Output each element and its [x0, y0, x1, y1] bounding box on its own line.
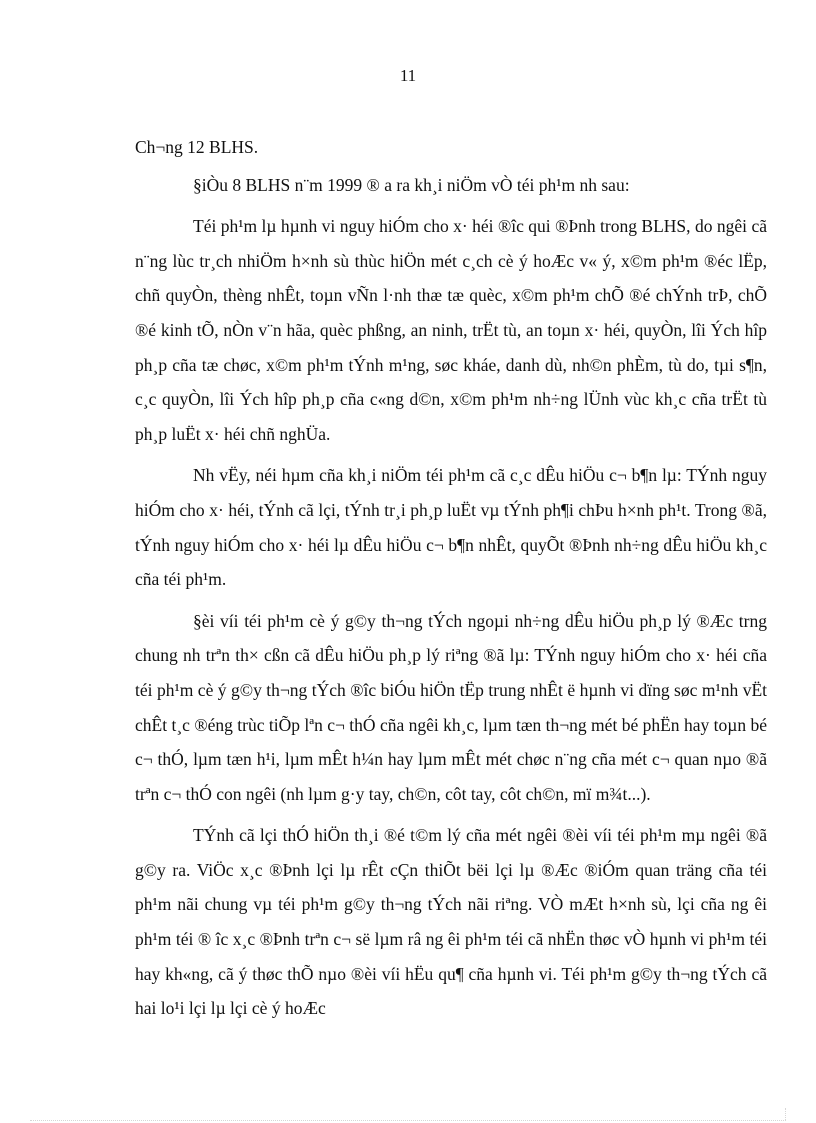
paragraph-chapter-ref: Ch¬ng 12 BLHS.: [135, 137, 259, 157]
paragraph-crime-definition: Téi ph¹m lµ hµnh vi nguy hiÓm cho x· héi ®îc qui ®Þnh trong BLHS, do ngêi cã n¨ng lùc tr¸ch nhiÖm h×nh sù thùc hiÖn mét c¸ch cè ý hoÆc v« ý, x©m ph¹m ®éc lËp, chñ quyÒn, thèng nhÊt, toµn vÑn l·nh thæ tæ quèc, x©m ph¹m chÕ ®é chÝnh trÞ, chÕ ®é kinh tÕ, nÒn v¨n hãa, quèc phßng, an ninh, trËt tù, an toµn x· héi, quyÒn, lîi Ých hîp ph¸p cña tæ chøc, x©m ph¹m tÝnh m¹ng, søc kháe, danh dù, nh©n phÈm, tù do, tµi s¶n, c¸c quyÒn, lîi Ých hîp ph¸p cña c«ng d©n, x©m ph¹m nh÷ng lÜnh vùc kh¸c cña trËt tù ph¸p luËt x· héi chñ nghÜa.: [135, 216, 767, 444]
paragraph-intentional-injury: §èi víi téi ph¹m cè ý g©y th¬ng tÝch ngoµi nh÷ng dÊu hiÖu ph¸p lý ®Æc trng chung nh trªn th× cßn cã dÊu hiÖu ph¸p lý riªng ®ã lµ: TÝnh nguy hiÓm cho x· héi cña téi ph¹m cè ý g©y th¬ng tÝch ®îc biÓu hiÖn tËp trung nhÊt ë hµnh vi dïng søc m¹nh vËt chÊt t¸c ®éng trùc tiÕp lªn c¬ thÓ cña ngêi kh¸c, lµm tæn th¬ng mét bé phËn hay toµn bé c¬ thÓ, lµm tæn h¹i, lµm mÊt h¼n hay lµm mÊt mét chøc n¨ng cña mét c¬ quan nµo ®ã trªn c¬ thÓ con ngêi (nh lµm g·y tay, ch©n, côt tay, côt ch©n, mï m¾t...).: [135, 610, 767, 804]
paragraph-fault: TÝnh cã lçi thÓ hiÖn th¸i ®é t©m lý cña mét ngêi ®èi víi téi ph¹m mµ ngêi ®ã g©y ra. ViÖc x¸c ®Þnh lçi lµ rÊt cÇn thiÕt bëi lçi lµ ®Æc ®iÓm quan träng cña téi ph¹m nãi chung vµ téi ph¹m g©y th¬ng tÝch nãi riªng. VÒ mÆt h×nh sù, lçi cña ng êi ph¹m téi ® îc x¸c ®Þnh trªn c¬ së lµm râ ng êi ph¹m téi cã nhËn thøc vÒ hµnh vi ph¹m téi hay kh«ng, cã ý thøc thÕ nµo ®èi víi hËu qu¶ cña hµnh vi. Téi ph¹m g©y th¬ng tÝch cã hai lo¹i lçi lµ lçi cè ý hoÆc: [135, 825, 767, 1019]
page-corner-mark: [785, 1108, 786, 1120]
page-bottom-border: [30, 1120, 786, 1121]
paragraph-crime-characteristics: Nh vËy, néi hµm cña kh¸i niÖm téi ph¹m cã c¸c dÊu hiÖu c¬ b¶n lµ: TÝnh nguy hiÓm cho x· héi, tÝnh cã lçi, tÝnh tr¸i ph¸p luËt vµ tÝnh ph¶i chÞu h×nh ph¹t. Trong ®ã, tÝnh nguy hiÓm cho x· héi lµ dÊu hiÖu c¬ b¶n nhÊt, quyÕt ®Þnh nh÷ng dÊu hiÖu kh¸c cña téi ph¹m.: [135, 465, 767, 590]
body-text: [135, 130, 767, 1033]
paragraph-article-8-intro: §iÒu 8 BLHS n¨m 1999 ® a ra kh¸i niÖm vÒ téi ph¹m nh sau:: [193, 174, 630, 195]
page-number: 11: [399, 66, 417, 85]
